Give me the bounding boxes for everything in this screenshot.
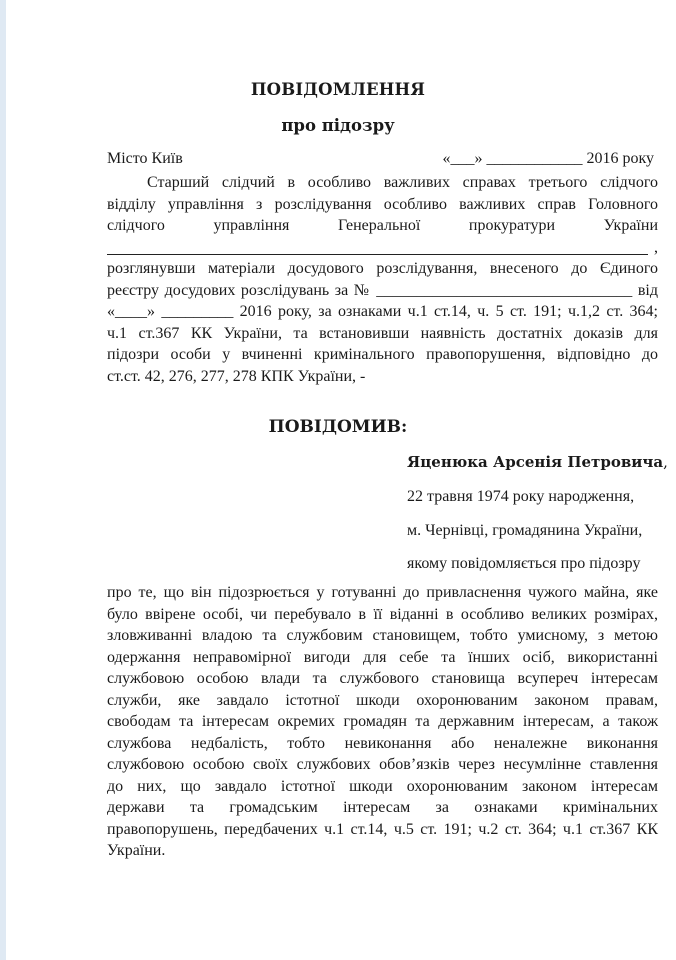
suspicion-line: зловживанні владою та службовим становищем, тобто умисному, з метою [107, 627, 658, 644]
suspicion-line: служби, яке завдало істотної шкоди охоронюваним законом правам, [107, 691, 658, 709]
suspect-name-comma: , [663, 453, 668, 471]
suspect-name [407, 453, 668, 471]
blank-comma: , [654, 238, 658, 256]
basis-line: розглянувши матеріали досудового розслідування, внесеного до Єдиного [107, 260, 658, 277]
suspicion-paragraph [107, 582, 658, 862]
blank-underline [107, 254, 648, 255]
intro-paragraph [107, 172, 658, 387]
suspect-notice: якому повідомляється про підозру [407, 555, 641, 572]
document-subtitle: про підозру [281, 116, 395, 135]
suspicion-line: одержання неправомірної вигоди для себе та їнших осіб, використанні [107, 648, 658, 666]
basis-line: реєстру досудових розслідувань за № ________________________________ від [107, 281, 658, 299]
basis-line: підозри особи у вчиненні кримінального правопорушення, відповідно до [107, 346, 658, 363]
suspicion-line: про те, що він підозрюється у готуванні до привласнення чужого майна, яке [107, 584, 658, 601]
suspicion-line: правопорушень, передбачених ч.1 ст.14, ч.5 ст. 191; ч.2 ст. 364; ч.1 ст.367 КК [107, 820, 658, 838]
suspect-citizenship: м. Чернівці, громадянина України, [407, 522, 643, 539]
suspect-birth: 22 травня 1974 року народження, [407, 488, 635, 505]
suspicion-line: службовою особою своїх службових обов’язків через несумлінне ставлення [107, 756, 658, 773]
investigator-name-blank [107, 237, 658, 259]
suspicion-line: службовою особою влади та службового становища всупереч інтересам [107, 670, 658, 687]
suspicion-line: держави та громадським інтересам за ознаками кримінальних [107, 799, 658, 816]
date-field: «___» ____________ 2016 року [442, 150, 654, 167]
page-left-edge [0, 0, 6, 960]
basis-line-last: ст.ст. 42, 276, 277, 278 КПК України, - [107, 367, 366, 385]
suspect-name-text: Яценюка Арсенія Петровича [407, 453, 664, 471]
document-title: ПОВІДОМЛЕННЯ [250, 80, 426, 99]
city-label: Місто Київ [107, 150, 183, 167]
suspicion-line: було ввірене особі, чи перебувало в її віданні в особливо великих розмірах, [107, 605, 658, 623]
basis-line: ч.1 ст.367 КК України, та встановивши наявність достатніх доказів для [107, 324, 658, 342]
suspicion-line: свободам та інтересам окремих громадян та державним інтересам, а також [107, 713, 658, 730]
suspicion-line-last: України. [107, 842, 166, 859]
suspicion-line: до них, що завдало істотної шкоди охоронюваним законом інтересам [107, 777, 658, 795]
basis-line: «____» _________ 2016 року, за ознаками ч.1 ст.14, ч. 5 ст. 191; ч.1,2 ст. 364; [107, 303, 658, 320]
suspicion-line: службова недбалість, тобто невиконання або неналежне виконання [107, 734, 658, 752]
intro-line: слідчого управління Генеральної прокуратури України [107, 217, 658, 234]
notified-heading: ПОВІДОМИВ: [268, 417, 408, 437]
intro-line: Старший слідчий в особливо важливих справах третього слідчого [147, 174, 658, 191]
intro-line: відділу управління з розслідування особливо важливих справ Головного [107, 195, 658, 213]
